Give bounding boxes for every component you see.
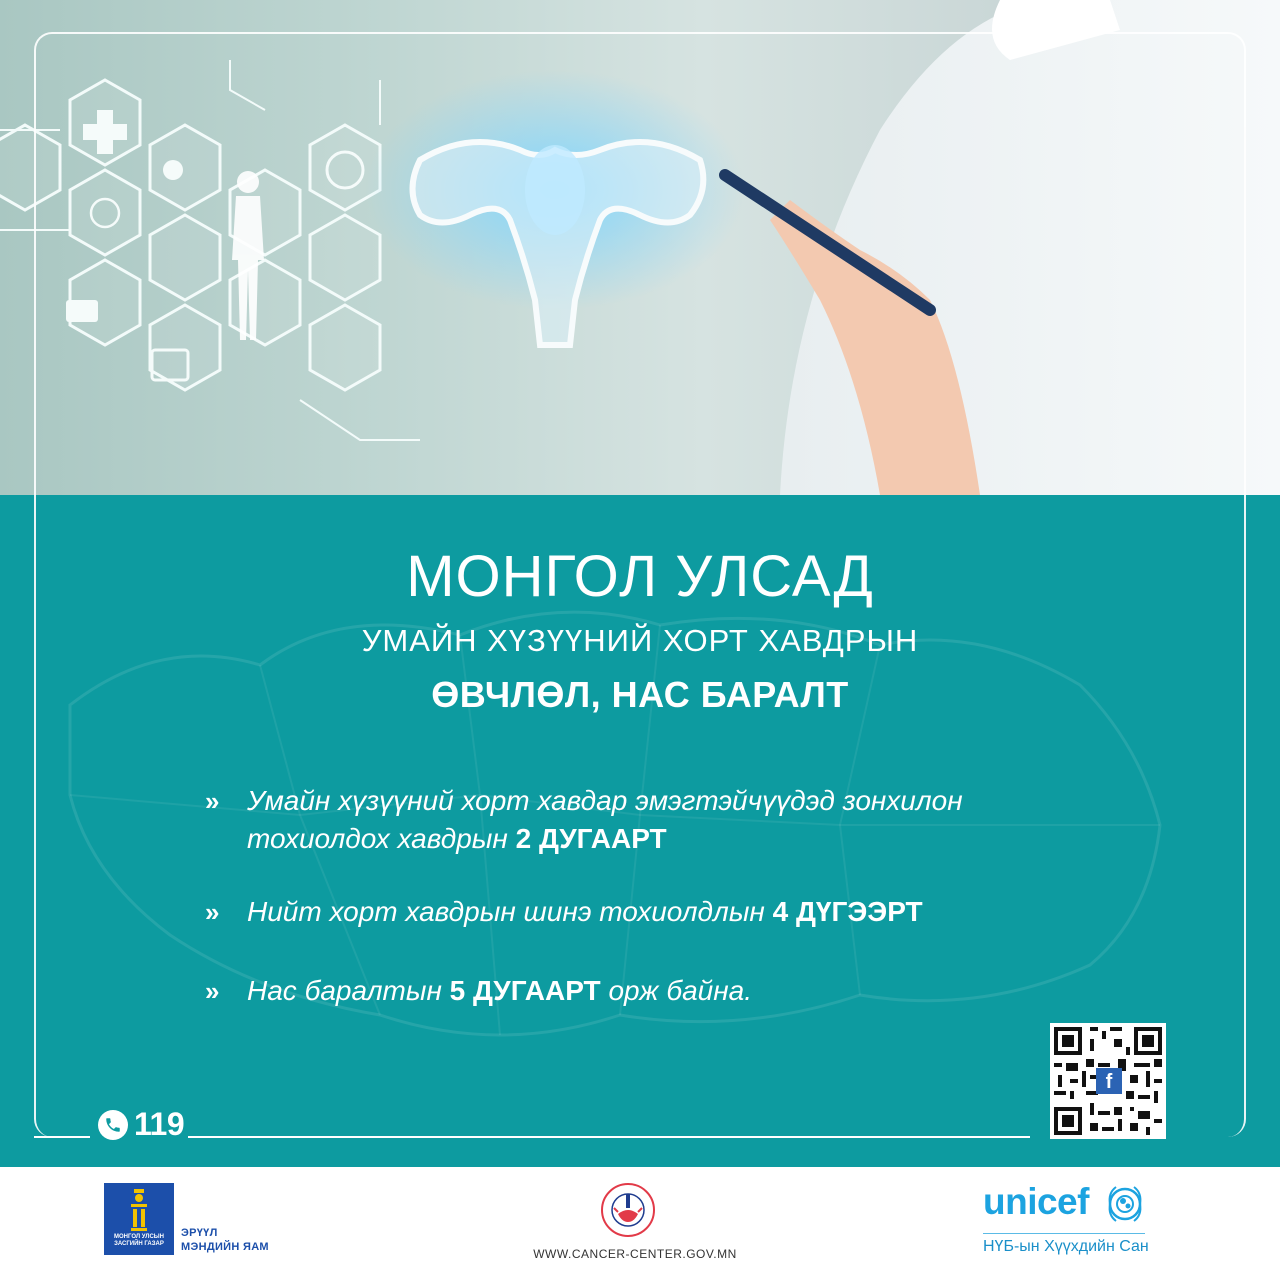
fact-text: Нийт хорт хавдрын шинэ тохиолдлын 4 ДҮГЭЭРТ [247,896,923,927]
fact-highlight: 2 ДУГААРТ [515,823,667,854]
cancer-center-url[interactable]: WWW.CANCER-CENTER.GOV.MN [533,1247,737,1261]
fact-highlight: 4 ДҮГЭЭРТ [772,896,923,927]
headline-line-3: ӨВЧЛӨЛ, НАС БАРАЛТ [431,674,849,715]
unicef-subtitle: НҮБ-ын Хүүхдийн Сан [983,1238,1149,1255]
double-chevron-icon: » [205,897,220,927]
phone-icon [98,1110,128,1140]
fact-item [205,972,1085,1010]
phone-number: 119 [134,1106,185,1142]
fact-highlight: 5 ДУГААРТ [449,975,601,1006]
fact-text: Нас баралтын 5 ДУГААРТ орж байна. [247,975,752,1006]
fact-item [205,782,1085,858]
double-chevron-icon: » [205,976,220,1006]
divider-line [188,1136,1030,1138]
facebook-icon: f [1096,1068,1122,1094]
fact-item [205,893,1085,931]
hotline[interactable] [98,1106,184,1143]
divider-line [34,1136,90,1138]
government-logo-text: МОНГОЛ УЛСЫН ЗАСГИЙН ГАЗАР [114,1234,164,1247]
unicef-globe-icon [1104,1183,1146,1225]
double-chevron-icon: » [205,786,220,816]
headline-line-2: УМАЙН ХҮЗҮҮНИЙ ХОРТ ХАВДРЫН [361,623,919,658]
headline-line-1: МОНГОЛ УЛСАД [406,544,874,609]
unicef-wordmark: unicef [983,1181,1089,1222]
fact-text: Умайн хүзүүний хорт хавдар эмэгтэйчүүдэд зонхилон тохиолдох хавдрын 2 ДУГААРТ [247,785,963,854]
cancer-center-logo [588,1176,668,1238]
ministry-name: ЭРҮҮЛ МЭНДИЙН ЯАМ [181,1227,269,1253]
divider-line [983,1233,1145,1234]
